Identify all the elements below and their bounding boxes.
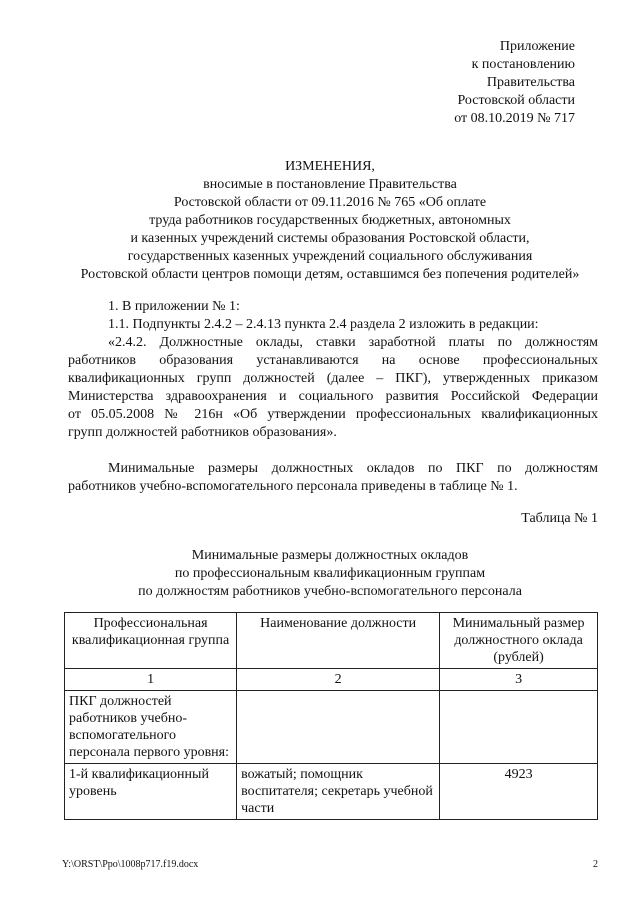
item-1-1: 1.1. Подпункты 2.4.2 – 2.4.13 пункта 2.4 раздела 2 изложить в редакции: bbox=[108, 317, 539, 332]
column-number: 1 bbox=[65, 669, 237, 691]
salary-cell: 4923 bbox=[440, 764, 598, 820]
page-footer bbox=[62, 856, 598, 874]
paragraph-line: «2.4.2. Должностные оклады, ставки заработной платы по должностям bbox=[108, 335, 598, 350]
positions-cell: вожатый; помощник воспитателя; секретарь учебной части bbox=[237, 764, 440, 820]
file-path: Y:\ORST\Ppo\1008p717.f19.docx bbox=[62, 859, 199, 870]
paragraph-line: Министерства здравоохранения и социального развития Российской Федерации bbox=[68, 389, 598, 404]
appendix-line: Ростовской области bbox=[457, 93, 575, 108]
appendix-line: Правительства bbox=[486, 75, 575, 90]
title-line: труда работников государственных бюджетных, автономных bbox=[149, 213, 511, 228]
table-header-row bbox=[65, 613, 598, 669]
table-title-line: по профессиональным квалификационным группам bbox=[174, 566, 486, 581]
appendix-line: Приложение bbox=[499, 39, 575, 54]
appendix-block bbox=[375, 38, 575, 128]
header-cell-position: Наименование должности bbox=[237, 613, 440, 669]
table-number-row bbox=[65, 669, 598, 691]
group-cell: ПКГ должностей работников учебно-вспомогательного персонала первого уровня: bbox=[65, 691, 237, 764]
table-caption: Таблица № 1 bbox=[521, 511, 598, 526]
appendix-line: к постановлению bbox=[471, 57, 575, 72]
title-heading: ИЗМЕНЕНИЯ, bbox=[285, 159, 375, 174]
title-line: Ростовской области центров помощи детям, оставшимся без попечения родителей» bbox=[80, 267, 580, 282]
level-cell: 1-й квалификационный уровень bbox=[65, 764, 237, 820]
header-cell-salary: Минимальный размер должностного оклада (рублей) bbox=[440, 613, 598, 669]
column-number: 2 bbox=[237, 669, 440, 691]
title-line: государственных казенных учреждений социального обслуживания bbox=[127, 249, 533, 264]
table-row bbox=[65, 764, 598, 820]
paragraph-line: групп должностей работников образования». bbox=[68, 425, 337, 440]
empty-cell bbox=[237, 691, 440, 764]
salary-table bbox=[64, 612, 598, 820]
paragraph-line: работников учебно-вспомогательного персонала приведены в таблице № 1. bbox=[68, 479, 518, 494]
paragraph-2-4-2 bbox=[68, 334, 598, 442]
paragraph-line: от 05.05.2008 № 216н «Об утверждении профессиональных квалификационных bbox=[68, 407, 598, 422]
table-title-line: Минимальные размеры должностных окладов bbox=[191, 548, 469, 563]
item-1: 1. В приложении № 1: bbox=[108, 299, 240, 314]
title-line: и казенных учреждений системы образования Ростовской области, bbox=[130, 231, 530, 246]
header-cell-group: Профессиональная квалификационная группа bbox=[65, 613, 237, 669]
document-title bbox=[60, 158, 600, 284]
paragraph-line: работников образования устанавливаются на основе профессиональных bbox=[68, 353, 598, 368]
table-row bbox=[65, 691, 598, 764]
title-line: Ростовской области от 09.11.2016 № 765 «Об оплате bbox=[173, 195, 487, 210]
title-line: вносимые в постановление Правительства bbox=[203, 177, 457, 192]
paragraph-min-salaries bbox=[68, 460, 598, 496]
empty-cell bbox=[440, 691, 598, 764]
page-number: 2 bbox=[593, 859, 598, 870]
paragraph-line: Минимальные размеры должностных окладов по ПКГ по должностям bbox=[108, 461, 598, 476]
column-number: 3 bbox=[440, 669, 598, 691]
paragraph-line: квалификационных групп должностей (далее – ПКГ), утвержденных приказом bbox=[68, 371, 598, 386]
table-title-line: по должностям работников учебно-вспомогательного персонала bbox=[138, 584, 522, 599]
table-title bbox=[60, 547, 600, 601]
appendix-line: от 08.10.2019 № 717 bbox=[454, 111, 575, 126]
